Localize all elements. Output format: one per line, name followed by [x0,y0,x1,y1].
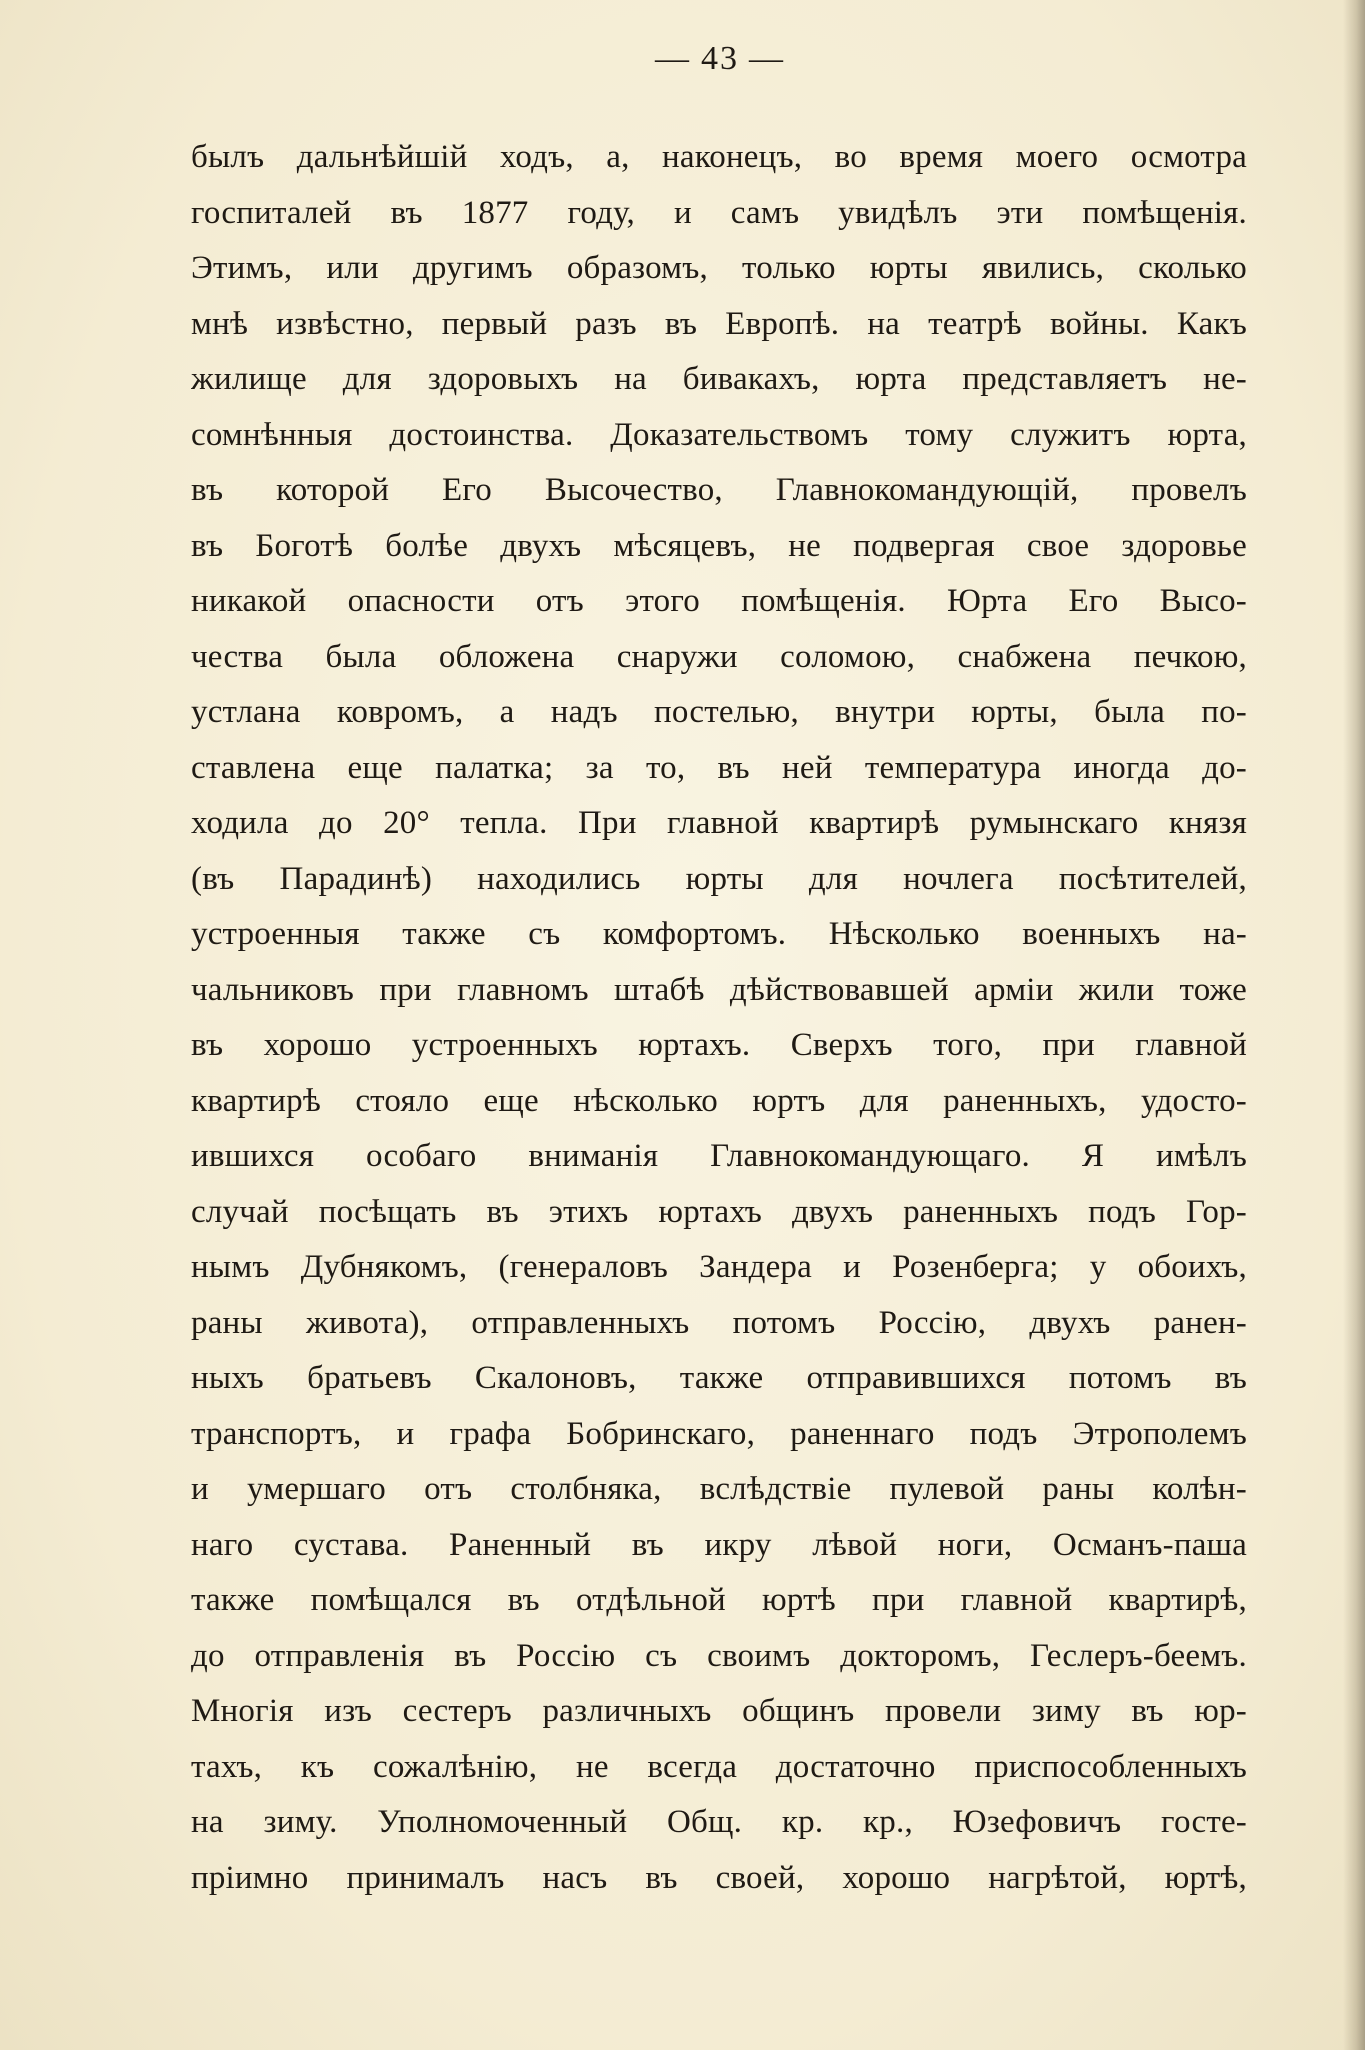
text-line: наго сустава. Раненный въ икру лѣвой ноги, Османъ-паша [191,1526,1247,1563]
text-line: пріимно принималъ насъ въ своей, хорошо нагрѣтой, юртѣ, [191,1859,1247,1896]
text-line: устлана ковромъ, а надъ постелью, внутри юрты, была по- [191,694,1247,730]
page-text-body [191,130,1247,1906]
text-line: чества была обложена снаружи соломою, снабжена печкою, [191,638,1247,675]
text-line: въ хорошо устроенныхъ юртахъ. Сверхъ того, при главной [191,1027,1247,1063]
text-line: (въ Парадинѣ) находились юрты для ночлега посѣтителей, [191,860,1247,897]
text-line: Многія изъ сестеръ различныхъ общинъ провели зиму въ юр- [191,1693,1247,1729]
text-line: нымъ Дубнякомъ, (генераловъ Зандера и Розенберга; у обоихъ, [191,1249,1247,1285]
text-line: устроенныя также съ комфортомъ. Нѣсколько военныхъ на- [191,916,1247,952]
text-line: Этимъ, или другимъ образомъ, только юрты явились, сколько [191,250,1247,286]
text-line: чальниковъ при главномъ штабѣ дѣйствовавшей арміи жили тоже [191,971,1247,1008]
text-line: никакой опасности отъ этого помѣщенія. Юрта Его Высо- [191,583,1247,619]
text-line: ныхъ братьевъ Скалоновъ, также отправившихся потомъ въ [191,1360,1247,1396]
text-line: до отправленія въ Россію съ своимъ докторомъ, Геслеръ-беемъ. [191,1637,1247,1674]
page-number-dash-right: — [749,40,785,77]
page-number: 43 [701,40,739,77]
text-line: ставлена еще палатка; за то, въ ней температура иногда до- [191,749,1247,786]
text-line: квартирѣ стояло еще нѣсколько юртъ для раненныхъ, удосто- [191,1082,1247,1119]
text-line: въ которой Его Высочество, Главнокомандующій, провелъ [191,472,1247,508]
text-line: ившихся особаго вниманія Главнокомандующаго. Я имѣлъ [191,1138,1247,1174]
text-line: также помѣщался въ отдѣльной юртѣ при главной квартирѣ, [191,1582,1247,1618]
text-line: госпиталей въ 1877 году, и самъ увидѣлъ эти помѣщенія. [191,194,1247,231]
text-line: на зиму. Уполномоченный Общ. кр. кр., Юзефовичъ госте- [191,1804,1247,1840]
text-line: мнѣ извѣстно, первый разъ въ Европѣ. на театрѣ войны. Какъ [191,305,1247,342]
text-line: жилище для здоровыхъ на бивакахъ, юрта представляетъ не- [191,361,1247,397]
text-line: раны живота), отправленныхъ потомъ Россію, двухъ ранен- [191,1304,1247,1341]
text-line: ходила до 20° тепла. При главной квартирѣ румынскаго князя [191,805,1247,841]
page-number-dash-left: — [655,40,691,77]
text-line: въ Боготѣ болѣе двухъ мѣсяцевъ, не подвергая свое здоровье [191,527,1247,564]
page-header [0,40,1365,78]
text-line: транспортъ, и графа Бобринскаго, раненнаго подъ Этрополемъ [191,1415,1247,1452]
text-line: и умершаго отъ столбняка, вслѣдствіе пулевой раны колѣн- [191,1471,1247,1507]
text-line: тахъ, къ сожалѣнію, не всегда достаточно приспособленныхъ [191,1748,1247,1785]
page-edge-shadow [1343,0,1365,2050]
text-line: случай посѣщать въ этихъ юртахъ двухъ раненныхъ подъ Гор- [191,1193,1247,1230]
text-line: былъ дальнѣйшій ходъ, а, наконецъ, во время моего осмотра [191,139,1247,175]
text-line: сомнѣнныя достоинства. Доказательствомъ тому служитъ юрта, [191,416,1247,453]
